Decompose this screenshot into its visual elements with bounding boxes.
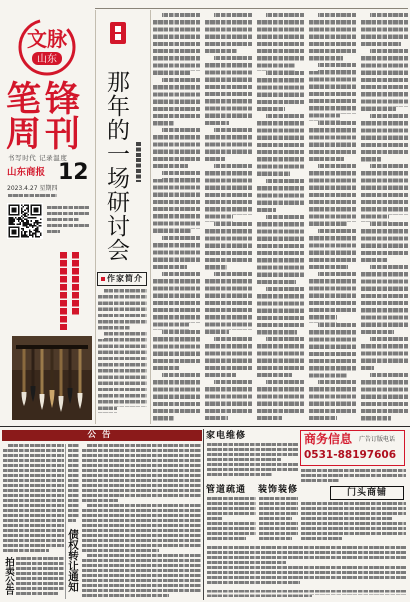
- text-paragraph: [204, 380, 252, 423]
- column-title: 笔锋周刊: [6, 79, 85, 155]
- text-paragraph: [206, 443, 298, 463]
- author-intro-label: [97, 272, 147, 286]
- decoration-heading: 装饰装修: [258, 485, 299, 495]
- text-paragraph: [360, 337, 408, 373]
- logo-text-shandong: 山东: [37, 54, 57, 65]
- appliance-repair-heading: 家电维修: [206, 431, 247, 441]
- article-byline: [136, 142, 141, 182]
- text-paragraph: [308, 13, 356, 63]
- author-bio: [97, 289, 147, 413]
- title-column-divider: [150, 10, 151, 424]
- text-paragraph: [204, 13, 252, 56]
- text-paragraph: [360, 13, 408, 49]
- text-paragraph: [152, 128, 200, 171]
- text-paragraph: [308, 380, 356, 423]
- issue-date: [7, 185, 57, 193]
- decoration-text: [258, 497, 298, 542]
- column-tagline: 书写时代 记录温度: [8, 154, 68, 162]
- paper-name: 山东商报: [7, 167, 46, 178]
- section-tag-glyph: [115, 34, 121, 40]
- text-paragraph: [152, 330, 200, 373]
- text-paragraph: [152, 171, 200, 236]
- logo-text-wenmai: 文脉: [27, 27, 67, 51]
- business-info-title: 商务信息: [304, 432, 353, 446]
- text-paragraph: [256, 287, 304, 337]
- text-paragraph: [152, 13, 200, 78]
- article-title: 那年的一场研讨会: [103, 70, 129, 262]
- masthead: [0, 0, 94, 248]
- top-rule: [95, 8, 408, 9]
- text-paragraph: [256, 13, 304, 71]
- text-paragraph: [360, 222, 408, 265]
- business-info-box: [300, 430, 405, 466]
- article-body-column-3: [256, 13, 304, 423]
- section-tag-glyph: [115, 26, 121, 32]
- text-paragraph: [256, 71, 304, 114]
- ad-booking-label: 广告订版电话: [359, 436, 396, 443]
- text-paragraph: [206, 590, 406, 599]
- qr-code: [7, 203, 43, 239]
- debt-transfer-text-side: [67, 444, 79, 524]
- text-paragraph: [206, 497, 256, 522]
- text-paragraph: [204, 128, 252, 164]
- classifieds-footer-text: [206, 590, 406, 599]
- business-info-text: [300, 469, 406, 484]
- pipe-dredging-text: [206, 497, 256, 542]
- guidance-unit-banner-1: [60, 252, 67, 330]
- appliance-repair-text: [206, 443, 298, 478]
- notices-divider: [65, 444, 66, 599]
- auction-notice-text: [2, 444, 64, 554]
- issue-weekday: 星期四: [39, 185, 58, 192]
- text-paragraph: [256, 114, 304, 179]
- text-paragraph: [7, 194, 87, 200]
- text-paragraph: [300, 469, 406, 484]
- storefront-text: [300, 502, 406, 542]
- text-paragraph: [308, 272, 356, 322]
- classifieds-divider: [203, 429, 204, 600]
- text-paragraph: [308, 323, 356, 381]
- text-paragraph: [204, 222, 252, 272]
- article-body-column-2: [204, 13, 252, 423]
- text-paragraph: [308, 121, 356, 164]
- storefront-heading: 门头商铺: [330, 486, 404, 500]
- text-paragraph: [206, 546, 406, 566]
- text-paragraph: [360, 114, 408, 164]
- issue-date-value: 2023.4.27: [7, 185, 38, 192]
- text-paragraph: [256, 380, 304, 423]
- text-paragraph: [258, 522, 298, 542]
- text-paragraph: [258, 497, 298, 522]
- wenmai-shandong-logo: [10, 14, 84, 78]
- debt-transfer-title: 债权转让通知: [67, 529, 79, 592]
- text-paragraph: [152, 373, 200, 423]
- text-paragraph: [300, 522, 406, 542]
- masthead-divider: [95, 10, 96, 424]
- text-paragraph: [2, 444, 64, 554]
- text-paragraph: [46, 224, 90, 236]
- text-paragraph: [300, 502, 406, 522]
- text-paragraph: [360, 164, 408, 222]
- page-number: 12: [58, 160, 89, 185]
- text-paragraph: [81, 504, 201, 554]
- text-paragraph: [206, 522, 256, 542]
- text-paragraph: [204, 56, 252, 128]
- calligraphy-brushes-photo: [12, 336, 92, 420]
- text-paragraph: [204, 337, 252, 380]
- classifieds-top-rule: [0, 426, 410, 427]
- text-paragraph: [81, 554, 201, 599]
- text-paragraph: [308, 63, 356, 121]
- classifieds-misc-text: [206, 546, 406, 586]
- editor-credits: [7, 194, 87, 200]
- text-paragraph: [97, 289, 147, 332]
- qr-caption: [46, 206, 90, 236]
- brush-rack: [16, 345, 88, 349]
- section-tag: [110, 22, 126, 44]
- auction-notice-title: 拍卖公告: [3, 557, 14, 595]
- debt-transfer-text: [81, 444, 201, 599]
- article-body-column-4: [308, 13, 356, 423]
- intro-marker: [101, 277, 105, 281]
- text-paragraph: [204, 272, 252, 337]
- text-paragraph: [308, 229, 356, 272]
- text-paragraph: [360, 373, 408, 423]
- text-paragraph: [81, 444, 201, 504]
- guidance-unit-banner-2: [72, 252, 79, 316]
- text-paragraph: [256, 215, 304, 287]
- text-paragraph: [360, 265, 408, 337]
- article-body-column-5: [360, 13, 408, 423]
- auction-notice-text-tail: [15, 557, 64, 597]
- text-paragraph: [15, 557, 64, 597]
- pipe-dredging-heading: 管道疏通: [206, 485, 247, 495]
- text-paragraph: [152, 272, 200, 330]
- text-paragraph: [206, 463, 298, 478]
- text-paragraph: [206, 566, 406, 586]
- text-paragraph: [308, 164, 356, 229]
- text-paragraph: [97, 332, 147, 413]
- ad-booking-phone: 0531-88197606: [304, 449, 397, 461]
- text-paragraph: [360, 49, 408, 114]
- article-body-column-1: [152, 13, 200, 423]
- text-paragraph: [204, 164, 252, 222]
- text-paragraph: [256, 337, 304, 380]
- text-paragraph: [67, 444, 79, 524]
- text-paragraph: [46, 206, 90, 224]
- text-paragraph: [152, 236, 200, 272]
- author-intro-text: 作家简介: [107, 274, 143, 283]
- text-paragraph: [152, 78, 200, 128]
- text-paragraph: [256, 179, 304, 215]
- notices-header: 公告: [2, 430, 202, 441]
